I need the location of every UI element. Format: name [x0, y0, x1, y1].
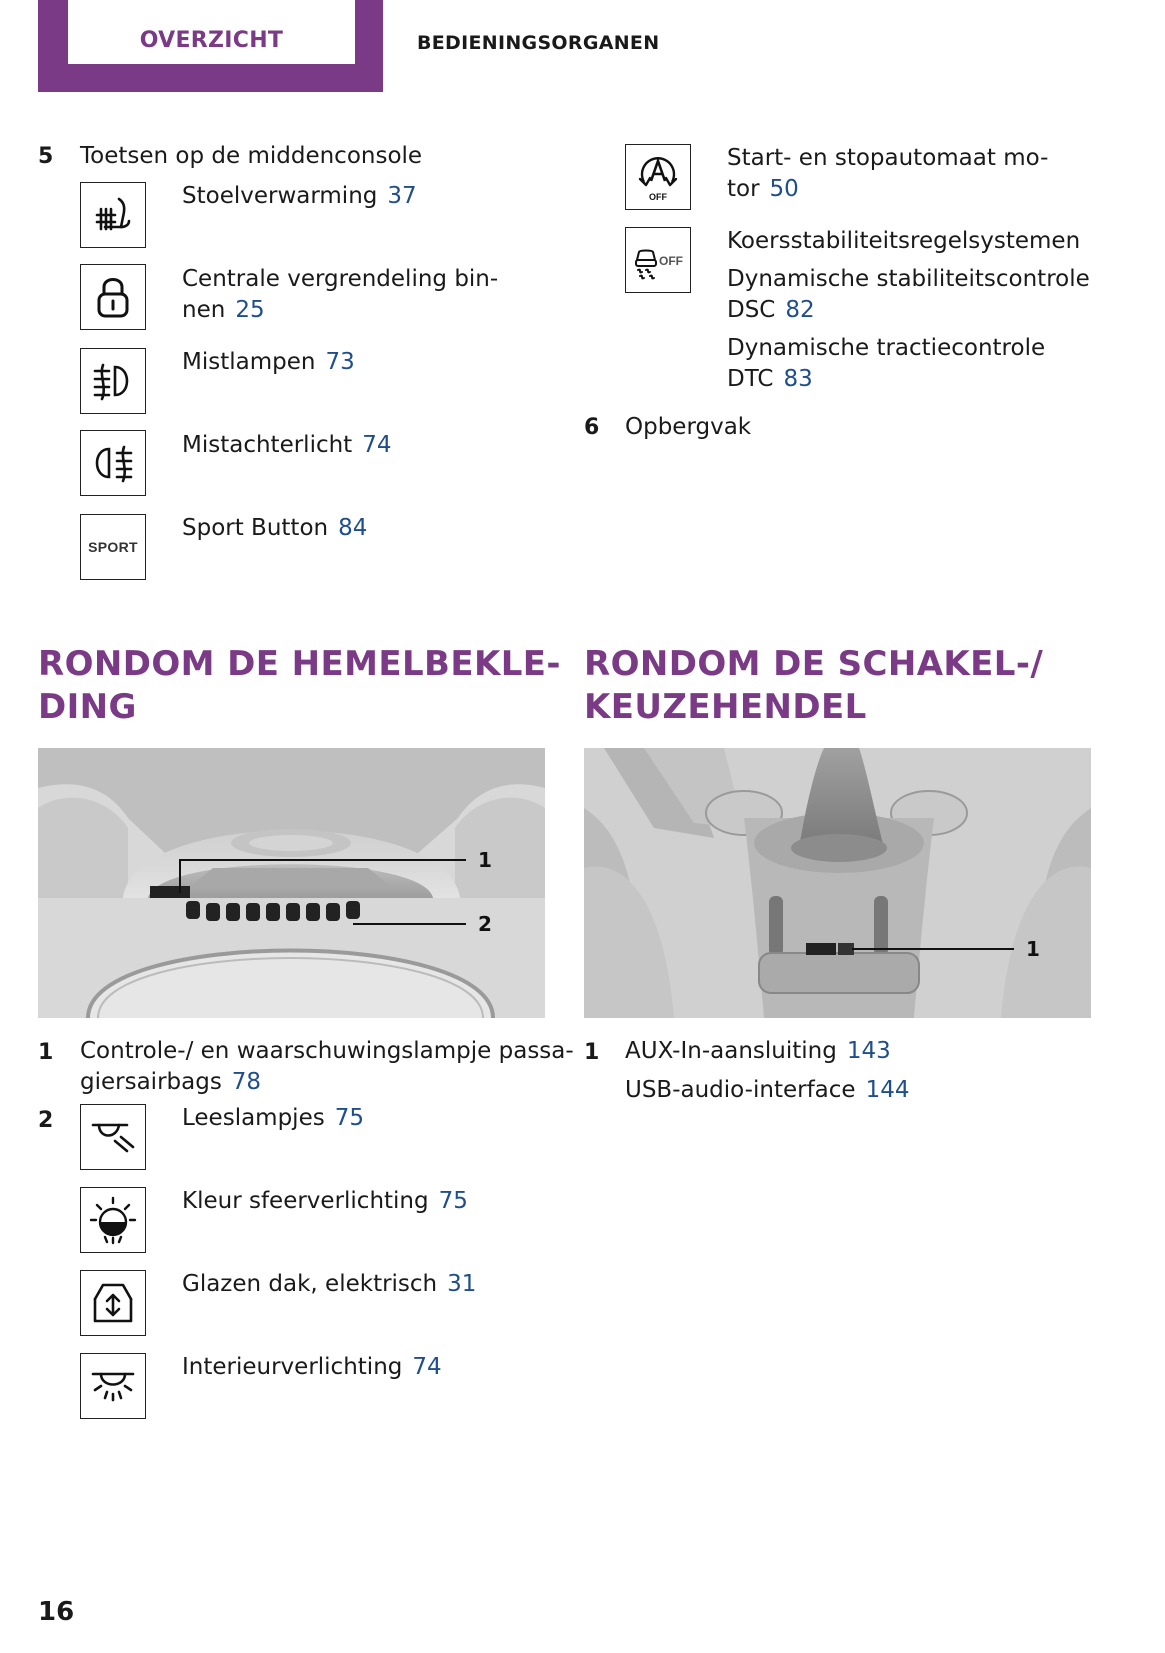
page-ref-link[interactable]: 75: [438, 1188, 468, 1214]
header-tab-label[interactable]: OVERZICHT: [139, 28, 284, 53]
page-ref-link[interactable]: 74: [362, 432, 392, 458]
list-item: [727, 264, 1090, 326]
item-label: Dynamische tractiecontrole: [727, 335, 1046, 361]
item-label: giersairbags: [80, 1069, 222, 1095]
page-ref-link[interactable]: 25: [235, 297, 265, 323]
list-item: [182, 1186, 468, 1217]
item-label: Controle-/ en waarschuwingslampje passa-: [80, 1038, 574, 1064]
item-label: Kleur sfeerverlichting: [182, 1188, 429, 1214]
ambient-light-icon: [80, 1187, 146, 1253]
item-number-6: 6: [584, 415, 600, 440]
item-label: Leeslampjes: [182, 1105, 325, 1131]
reading-light-icon: [80, 1104, 146, 1170]
fog-lamp-icon: [80, 348, 146, 414]
glass-roof-icon: [80, 1270, 146, 1336]
item-label: nen: [182, 297, 226, 323]
page-ref-link[interactable]: 82: [785, 297, 815, 323]
list-item: [625, 1075, 909, 1106]
item-label: Mistachterlicht: [182, 432, 353, 458]
page-ref-link[interactable]: 143: [846, 1038, 891, 1064]
page-ref-link[interactable]: 144: [865, 1077, 910, 1103]
item-label: Centrale vergrendeling bin-: [182, 266, 499, 292]
item-label: tor: [727, 176, 760, 202]
rear-fog-lamp-icon: [80, 430, 146, 496]
gearlever-illustration: [584, 748, 1091, 1018]
item-label: DTC: [727, 366, 774, 392]
list-item: [727, 333, 1045, 395]
dsc-off-icon: [625, 227, 691, 293]
heading-line: KEUZEHENDEL: [584, 687, 867, 727]
auto-start-off-text: OFF: [649, 192, 667, 202]
heading-headliner: [38, 643, 561, 729]
list-item: [182, 181, 417, 212]
item-label: Stoelverwarming: [182, 183, 378, 209]
list-item: [182, 1352, 442, 1383]
central-lock-icon: [80, 264, 146, 330]
page-ref-link[interactable]: 75: [334, 1105, 364, 1131]
page-ref-link[interactable]: 31: [447, 1271, 477, 1297]
heading-line: DING: [38, 687, 137, 727]
sport-icon: [80, 514, 146, 580]
sport-icon-text: SPORT: [88, 539, 138, 555]
item-label: Opbergvak: [625, 414, 752, 440]
item-number-5: 5: [38, 144, 54, 169]
section5-title: Toetsen op de middenconsole: [80, 143, 423, 169]
list-item: [182, 1103, 364, 1134]
list-item: [182, 513, 367, 544]
stability-title: Koersstabiliteitsregelsystemen: [727, 228, 1081, 254]
page-ref-link[interactable]: 84: [338, 515, 368, 541]
heading-line: RONDOM DE SCHAKEL-/: [584, 644, 1044, 684]
list-item: [625, 1036, 891, 1067]
dsc-off-text: OFF: [659, 254, 683, 268]
list-item: [80, 1036, 574, 1098]
page-ref-link[interactable]: 74: [412, 1354, 442, 1380]
interior-light-icon: [80, 1353, 146, 1419]
item-number-2: 2: [38, 1108, 54, 1133]
list-item: [727, 143, 1048, 205]
item-label: Dynamische stabiliteitscontrole: [727, 266, 1090, 292]
callout-2: 2: [478, 912, 492, 936]
item-label: Mistlampen: [182, 349, 316, 375]
callout-1: 1: [478, 848, 492, 872]
item-label: Glazen dak, elektrisch: [182, 1271, 438, 1297]
page-ref-link[interactable]: 50: [769, 176, 799, 202]
item-number-1: 1: [584, 1040, 600, 1065]
item-label: USB-audio-interface: [625, 1077, 856, 1103]
callout-1: 1: [1026, 937, 1040, 961]
list-item: [182, 1269, 476, 1300]
heading-line: RONDOM DE HEMELBEKLE-: [38, 644, 561, 684]
seat-heating-icon: [80, 182, 146, 248]
item-label: Interieurverlichting: [182, 1354, 403, 1380]
item-number-1: 1: [38, 1040, 54, 1065]
item-label: DSC: [727, 297, 776, 323]
page-ref-link[interactable]: 78: [231, 1069, 262, 1095]
auto-start-stop-icon: [625, 144, 691, 210]
page-ref-link[interactable]: 37: [387, 183, 417, 209]
page-ref-link[interactable]: 83: [783, 366, 813, 392]
page-number: 16: [38, 1597, 75, 1627]
item-label: Sport Button: [182, 515, 329, 541]
list-item: [182, 264, 498, 326]
list-item: [182, 347, 355, 378]
item-label: AUX-In-aansluiting: [625, 1038, 837, 1064]
headliner-illustration: [38, 748, 545, 1018]
heading-gearlever: [584, 643, 1043, 729]
page-ref-link[interactable]: 73: [325, 349, 355, 375]
list-item: [182, 430, 391, 461]
breadcrumb[interactable]: BEDIENINGSORGANEN: [417, 32, 660, 54]
item-label: Start- en stopautomaat mo-: [727, 145, 1049, 171]
